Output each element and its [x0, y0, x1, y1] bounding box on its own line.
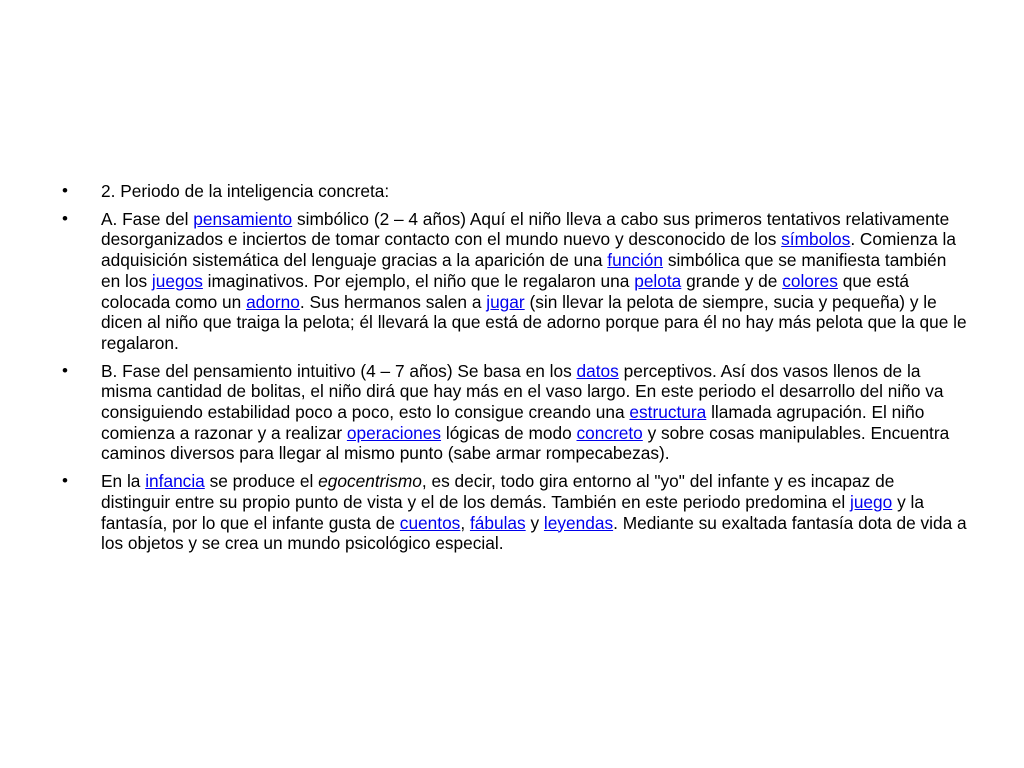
bullet-icon: • — [62, 181, 68, 200]
link-leyendas[interactable]: leyendas — [543, 512, 614, 533]
text-segment: B. Fase del pensamiento intuitivo (4 – 7 años) Se basa en los — [101, 360, 577, 381]
bullet-item-4 — [62, 471, 967, 554]
text-segment: , es decir, todo gira entorno al "yo" del infante y es incapaz de distinguir entre su propio punto de vista y el de los demás. También en este periodo predomina el — [101, 471, 895, 512]
link-jugar[interactable]: jugar — [486, 291, 525, 312]
bullet-text — [101, 361, 949, 464]
text-segment: y la fantasía, por lo que el infante gusta de — [101, 491, 924, 533]
text-segment: y — [525, 512, 544, 533]
link-adorno[interactable]: adorno — [246, 291, 300, 312]
bullet-item-2 — [62, 209, 967, 354]
text-segment: perceptivos. Así dos vasos llenos de la misma cantidad de bolitas, el niño dirá que hay más en el vaso largo. En este periodo el desarrollo del niño va consiguiendo estabilidad poco a poco, esto lo consigue creando una — [101, 360, 944, 423]
text-segment: En la — [101, 471, 146, 492]
bullet-item-3 — [62, 361, 967, 465]
link-concreto[interactable]: concreto — [576, 422, 643, 443]
text-segment: y sobre cosas manipulables. Encuentra caminos diversos para llegar al mismo punto (sabe armar rompecabezas). — [101, 422, 950, 464]
link-juegos[interactable]: juegos — [151, 270, 203, 291]
text-segment: 2. Periodo de la inteligencia concreta: — [101, 181, 390, 201]
text-segment: imaginativos. Por ejemplo, el niño que le regalaron una — [202, 270, 635, 291]
text-segment: simbólica que se manifiesta también en los — [101, 250, 947, 291]
bullet-icon: • — [62, 208, 68, 228]
text-segment: llamada agrupación. El niño comienza a razonar y a realizar — [101, 402, 925, 443]
text-segment: A. Fase del — [101, 208, 194, 229]
text-segment: que está colocada como un — [101, 270, 910, 312]
text-segment: , — [460, 512, 470, 533]
link-juego[interactable]: juego — [849, 491, 893, 512]
bullet-icon: • — [62, 471, 68, 491]
link-pensamiento[interactable]: pensamiento — [193, 208, 293, 229]
link-funcion[interactable]: función — [607, 250, 664, 271]
text-segment: grande y de — [681, 270, 783, 291]
link-infancia[interactable]: infancia — [145, 471, 205, 492]
text-segment: lógicas de modo — [441, 422, 577, 443]
text-segment: . Mediante su exaltada fantasía dota de vida a los objetos y se crea un mundo psicológico especial. — [101, 512, 967, 554]
link-cuentos[interactable]: cuentos — [399, 512, 461, 533]
text-segment: simbólico (2 – 4 años) Aquí el niño lleva a cabo sus primeros tentativos relativamente desorganizados e inciertos de tomar contacto con el mundo nuevo y desconocido de los — [101, 208, 950, 250]
bullet-text — [101, 181, 389, 201]
link-operaciones[interactable]: operaciones — [346, 422, 442, 443]
emphasis-text: egocentrismo — [318, 471, 422, 492]
bullet-text — [101, 209, 967, 353]
link-simbolos[interactable]: símbolos — [781, 229, 851, 250]
link-datos[interactable]: datos — [576, 360, 619, 381]
bullet-icon: • — [62, 360, 68, 380]
text-segment: (sin llevar la pelota de siempre, sucia y pequeña) y le dicen al niño que traiga la pelota; él llevará la que está de adorno porque para él no hay más pelota que la que le regalaron. — [101, 291, 967, 353]
bullet-text — [101, 471, 967, 553]
text-segment: . Comienza la adquisición sistemática del lenguaje gracias a la aparición de una — [101, 229, 956, 271]
text-segment: . Sus hermanos salen a — [299, 291, 487, 312]
link-colores[interactable]: colores — [782, 270, 838, 291]
bullet-item-1 — [62, 181, 967, 202]
text-segment: se produce el — [204, 471, 319, 492]
link-pelota[interactable]: pelota — [634, 270, 682, 291]
bullet-list — [62, 181, 967, 561]
link-fabulas[interactable]: fábulas — [469, 512, 526, 533]
link-estructura[interactable]: estructura — [629, 402, 707, 423]
